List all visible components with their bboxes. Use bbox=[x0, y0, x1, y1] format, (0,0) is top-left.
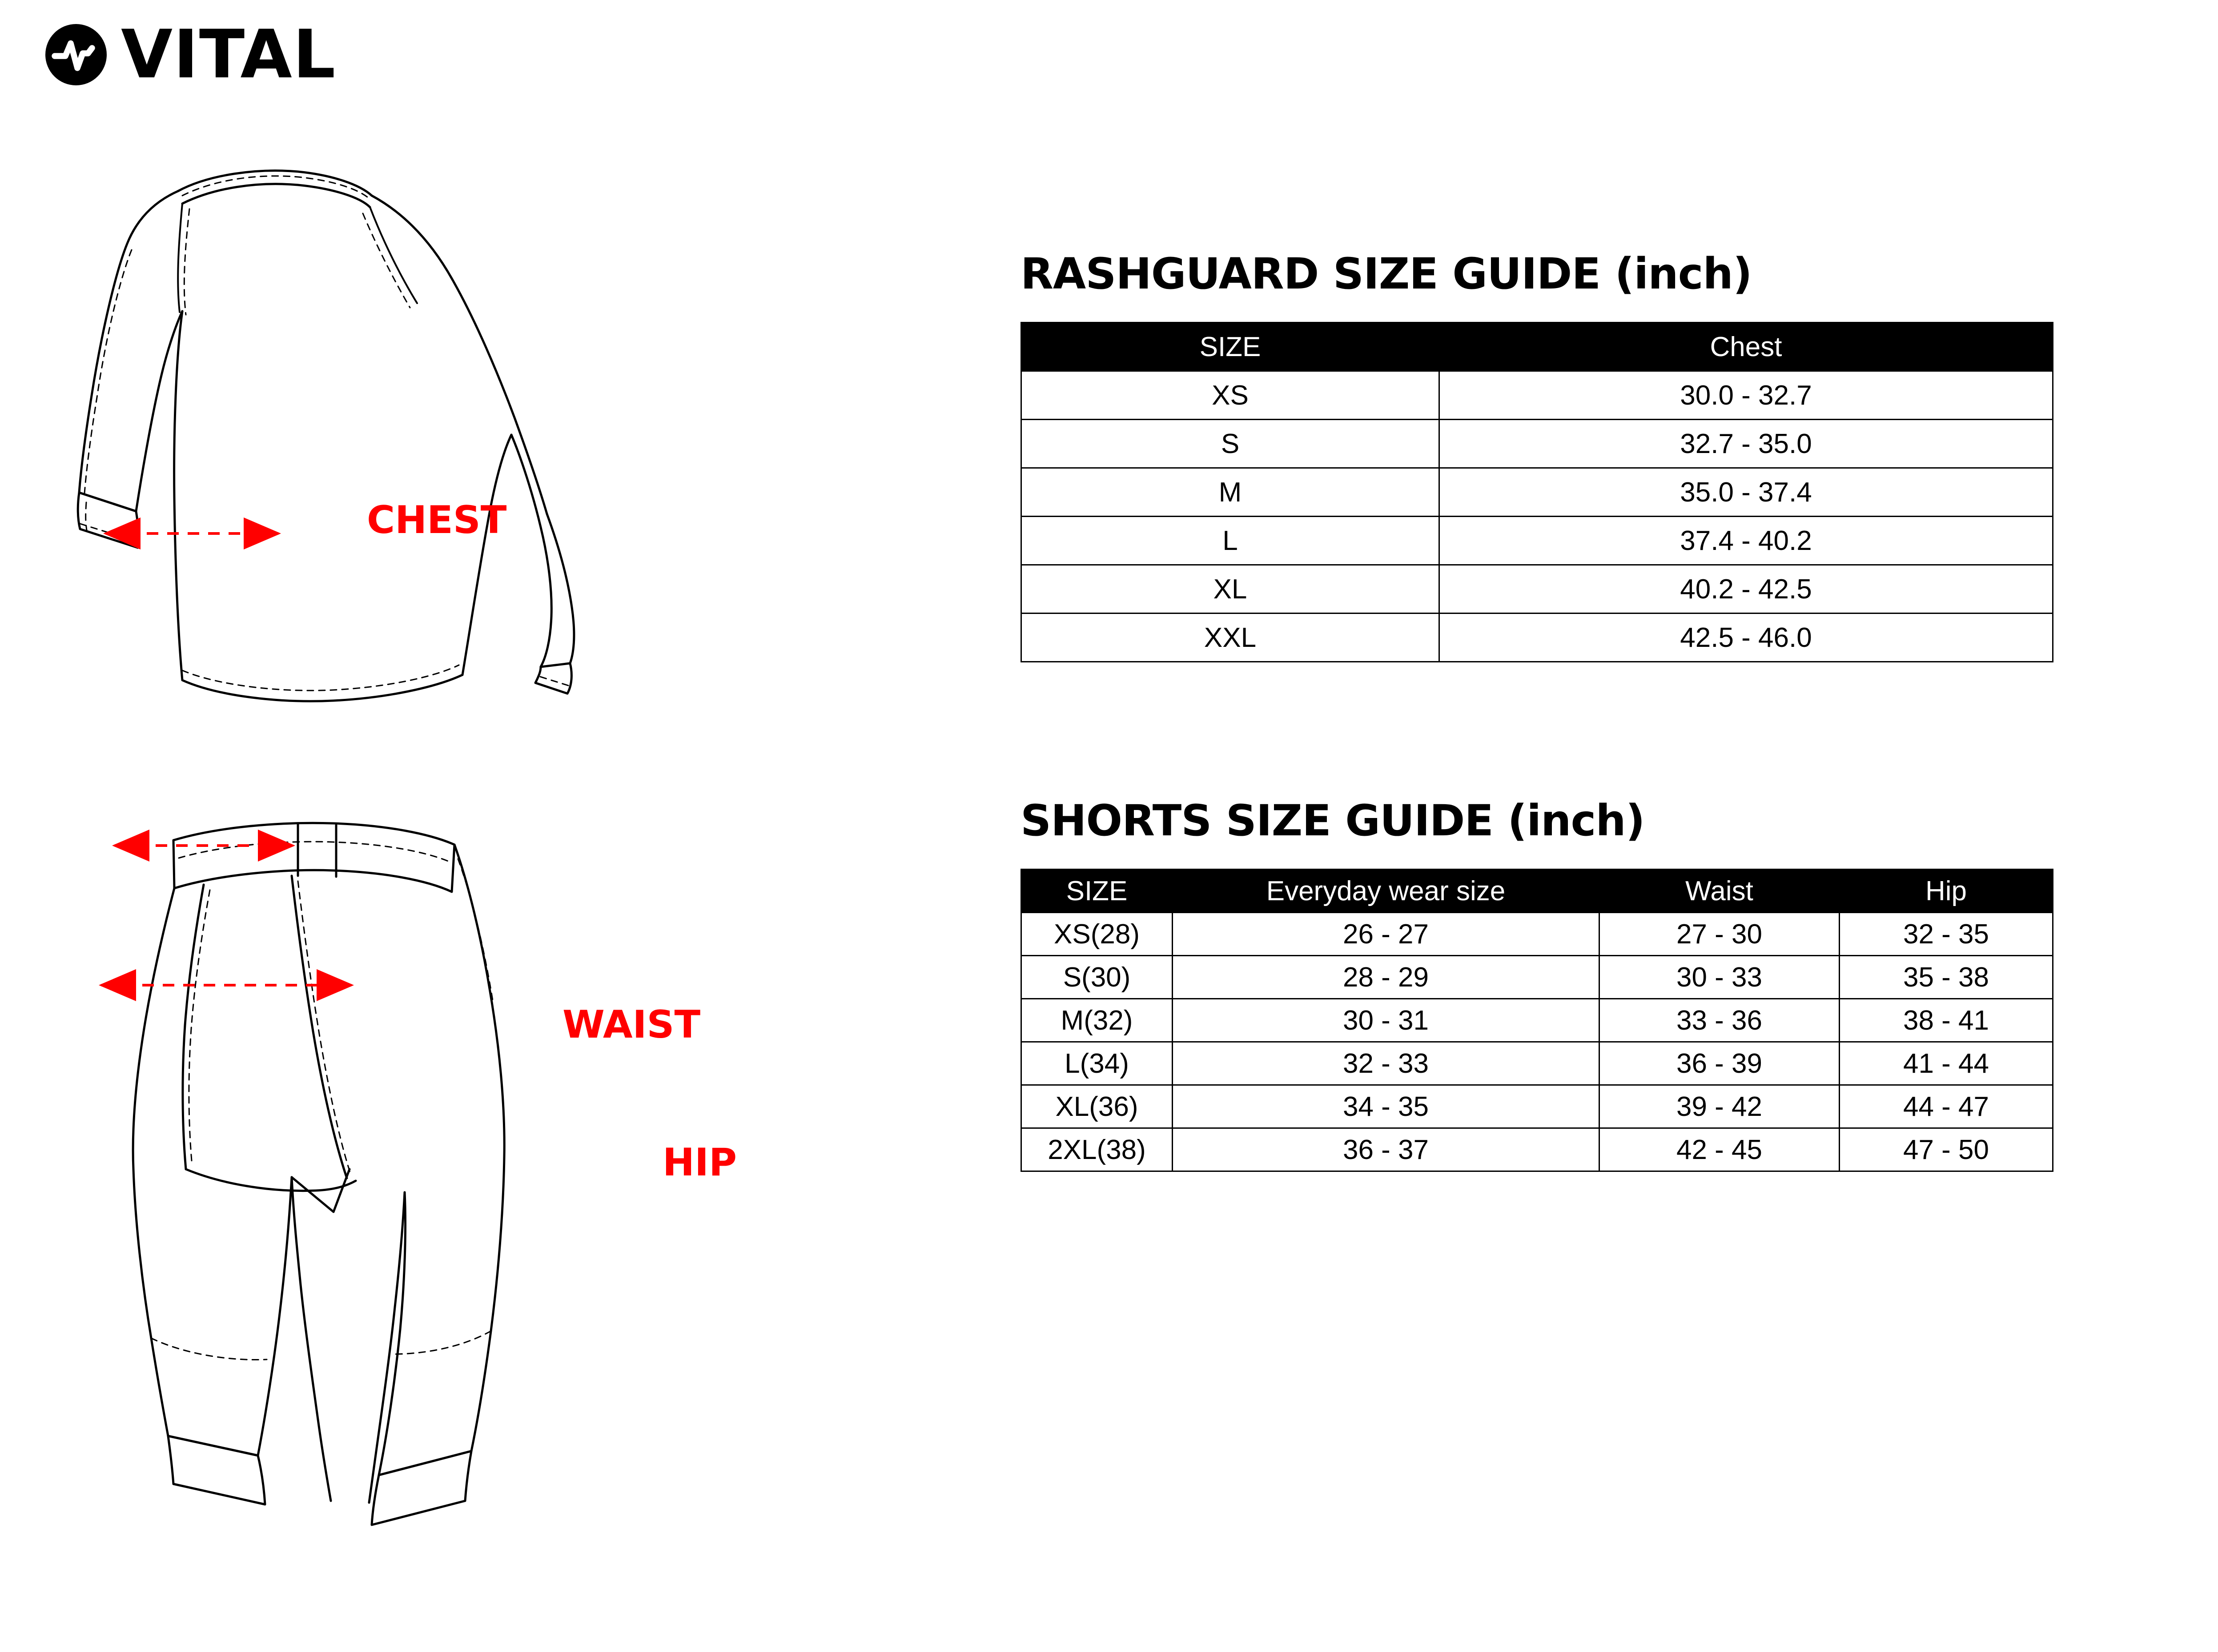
cell-everyday: 30 - 31 bbox=[1173, 999, 1599, 1042]
column-header-everyday-wear-size: Everyday wear size bbox=[1173, 870, 1599, 913]
cell-everyday: 32 - 33 bbox=[1173, 1042, 1599, 1085]
cell-chest: 35.0 - 37.4 bbox=[1439, 468, 2053, 517]
chest-label: CHEST bbox=[367, 498, 507, 542]
table-header-row bbox=[1021, 870, 2053, 913]
cell-size: XS(28) bbox=[1021, 913, 1173, 956]
table-row bbox=[1021, 420, 2053, 468]
column-header-chest: Chest bbox=[1439, 323, 2053, 371]
cell-size: M(32) bbox=[1021, 999, 1173, 1042]
waist-label: WAIST bbox=[563, 1002, 701, 1047]
cell-waist: 27 - 30 bbox=[1599, 913, 1840, 956]
cell-size: S(30) bbox=[1021, 956, 1173, 999]
cell-hip: 32 - 35 bbox=[1840, 913, 2053, 956]
cell-hip: 41 - 44 bbox=[1840, 1042, 2053, 1085]
hip-label: HIP bbox=[663, 1140, 737, 1185]
table-row bbox=[1021, 371, 2053, 420]
cell-waist: 36 - 39 bbox=[1599, 1042, 1840, 1085]
cell-chest: 32.7 - 35.0 bbox=[1439, 420, 2053, 468]
apparel-illustration bbox=[49, 147, 805, 1596]
cell-size: S bbox=[1021, 420, 1439, 468]
section-divider-space bbox=[1021, 662, 2057, 796]
column-header-size: SIZE bbox=[1021, 870, 1173, 913]
column-header-size: SIZE bbox=[1021, 323, 1439, 371]
cell-waist: 33 - 36 bbox=[1599, 999, 1840, 1042]
cell-size: 2XL(38) bbox=[1021, 1128, 1173, 1171]
cell-hip: 44 - 47 bbox=[1840, 1085, 2053, 1128]
cell-waist: 39 - 42 bbox=[1599, 1085, 1840, 1128]
table-row bbox=[1021, 1085, 2053, 1128]
table-row bbox=[1021, 1042, 2053, 1085]
cell-hip: 35 - 38 bbox=[1840, 956, 2053, 999]
column-header-hip: Hip bbox=[1840, 870, 2053, 913]
cell-chest: 40.2 - 42.5 bbox=[1439, 565, 2053, 613]
size-guide-panel bbox=[1021, 249, 2057, 1172]
table-row bbox=[1021, 1128, 2053, 1171]
cell-chest: 30.0 - 32.7 bbox=[1439, 371, 2053, 420]
table-row bbox=[1021, 565, 2053, 613]
cell-size: L(34) bbox=[1021, 1042, 1173, 1085]
column-header-waist: Waist bbox=[1599, 870, 1840, 913]
cell-everyday: 26 - 27 bbox=[1173, 913, 1599, 956]
cell-hip: 38 - 41 bbox=[1840, 999, 2053, 1042]
table-row bbox=[1021, 956, 2053, 999]
cell-size: XL bbox=[1021, 565, 1439, 613]
cell-size: XS bbox=[1021, 371, 1439, 420]
table-row bbox=[1021, 517, 2053, 565]
cell-everyday: 28 - 29 bbox=[1173, 956, 1599, 999]
vital-pulse-icon bbox=[43, 21, 109, 88]
table-row bbox=[1021, 999, 2053, 1042]
cell-everyday: 36 - 37 bbox=[1173, 1128, 1599, 1171]
cell-waist: 30 - 33 bbox=[1599, 956, 1840, 999]
cell-everyday: 34 - 35 bbox=[1173, 1085, 1599, 1128]
cell-size: L bbox=[1021, 517, 1439, 565]
table-row bbox=[1021, 468, 2053, 517]
cell-size: M bbox=[1021, 468, 1439, 517]
table-row bbox=[1021, 913, 2053, 956]
shorts-size-table bbox=[1021, 869, 2053, 1172]
cell-size: XXL bbox=[1021, 613, 1439, 662]
brand-logo bbox=[43, 16, 337, 93]
cell-hip: 47 - 50 bbox=[1840, 1128, 2053, 1171]
cell-size: XL(36) bbox=[1021, 1085, 1173, 1128]
cell-waist: 42 - 45 bbox=[1599, 1128, 1840, 1171]
rashguard-title: RASHGUARD SIZE GUIDE (inch) bbox=[1021, 249, 1752, 299]
table-header-row bbox=[1021, 323, 2053, 371]
cell-chest: 42.5 - 46.0 bbox=[1439, 613, 2053, 662]
table-row bbox=[1021, 613, 2053, 662]
shorts-title: SHORTS SIZE GUIDE (inch) bbox=[1021, 796, 1645, 846]
rashguard-size-table bbox=[1021, 322, 2053, 662]
cell-chest: 37.4 - 40.2 bbox=[1439, 517, 2053, 565]
brand-name: VITAL bbox=[121, 16, 337, 93]
